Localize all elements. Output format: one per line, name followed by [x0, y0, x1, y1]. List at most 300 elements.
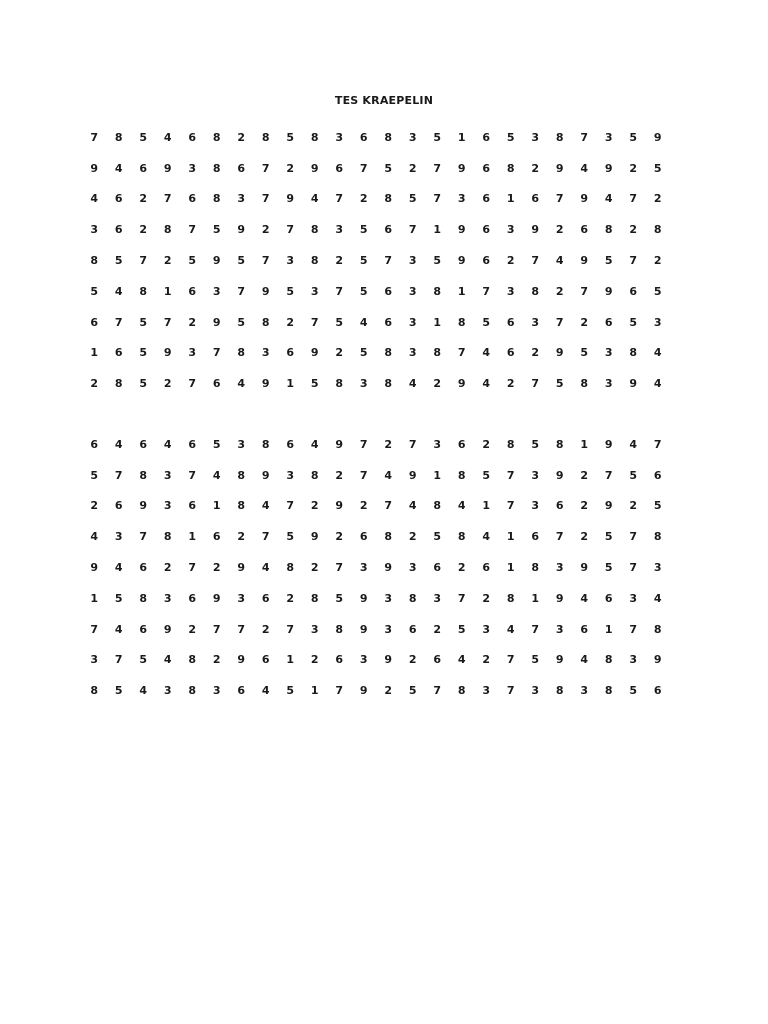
digit-cell: 6	[482, 223, 491, 237]
digit-cell: 6	[506, 315, 515, 329]
digit-cell: 4	[457, 653, 466, 667]
digit-cell: 6	[506, 346, 515, 360]
digit-cell: 7	[555, 192, 564, 206]
digit-cell: 2	[457, 561, 466, 575]
digit-cell: 5	[359, 223, 368, 237]
digit-cell: 2	[237, 530, 246, 544]
digit-cell: 5	[114, 591, 123, 605]
digit-cell: 5	[555, 377, 564, 391]
digit-cell: 6	[457, 437, 466, 451]
digit-cell: 6	[604, 591, 613, 605]
digit-cell: 6	[384, 315, 393, 329]
number-grid-block-2	[82, 429, 672, 706]
digit-cell: 4	[114, 437, 123, 451]
digit-cell: 8	[163, 530, 172, 544]
digit-cell: 6	[384, 284, 393, 298]
digit-cell: 8	[604, 653, 613, 667]
digit-cell: 5	[310, 377, 319, 391]
digit-cell: 1	[580, 437, 589, 451]
digit-cell: 7	[335, 561, 344, 575]
digit-row	[82, 583, 672, 614]
digit-cell: 7	[114, 653, 123, 667]
digit-cell: 7	[139, 254, 148, 268]
digit-cell: 4	[604, 192, 613, 206]
digit-cell: 4	[310, 192, 319, 206]
digit-cell: 8	[457, 530, 466, 544]
digit-cell: 8	[384, 377, 393, 391]
digit-cell: 2	[286, 161, 295, 175]
digit-cell: 3	[188, 346, 197, 360]
digit-cell: 2	[90, 377, 99, 391]
digit-cell: 3	[212, 684, 221, 698]
digit-cell: 3	[653, 561, 662, 575]
digit-cell: 2	[580, 499, 589, 513]
digit-cell: 4	[506, 622, 515, 636]
digit-cell: 4	[359, 315, 368, 329]
digit-cell: 2	[188, 315, 197, 329]
digit-cell: 2	[482, 653, 491, 667]
digit-cell: 8	[604, 684, 613, 698]
digit-cell: 9	[335, 499, 344, 513]
digit-cell: 2	[653, 254, 662, 268]
digit-cell: 6	[433, 653, 442, 667]
digit-cell: 7	[286, 622, 295, 636]
digit-cell: 7	[163, 192, 172, 206]
digit-cell: 9	[310, 530, 319, 544]
digit-cell: 4	[629, 437, 638, 451]
digit-cell: 5	[653, 284, 662, 298]
digit-cell: 8	[261, 130, 270, 144]
digit-cell: 5	[482, 315, 491, 329]
digit-cell: 5	[506, 130, 515, 144]
digit-cell: 7	[604, 468, 613, 482]
digit-cell: 5	[335, 591, 344, 605]
digit-cell: 9	[555, 591, 564, 605]
digit-cell: 7	[629, 192, 638, 206]
digit-row	[82, 214, 672, 245]
digit-cell: 2	[482, 591, 491, 605]
digit-cell: 6	[261, 653, 270, 667]
digit-cell: 4	[114, 284, 123, 298]
digit-cell: 5	[531, 653, 540, 667]
digit-cell: 7	[555, 530, 564, 544]
digit-cell: 7	[580, 130, 589, 144]
digit-cell: 5	[139, 130, 148, 144]
digit-row	[82, 184, 672, 215]
digit-cell: 7	[433, 684, 442, 698]
digit-cell: 8	[212, 161, 221, 175]
digit-cell: 3	[335, 223, 344, 237]
digit-cell: 3	[408, 130, 417, 144]
digit-cell: 6	[580, 622, 589, 636]
digit-cell: 8	[604, 223, 613, 237]
digit-cell: 9	[335, 437, 344, 451]
digit-row	[82, 675, 672, 706]
digit-cell: 5	[90, 468, 99, 482]
digit-row	[82, 645, 672, 676]
digit-cell: 3	[408, 254, 417, 268]
digit-cell: 9	[237, 223, 246, 237]
digit-cell: 5	[457, 622, 466, 636]
digit-row	[82, 307, 672, 338]
digit-cell: 1	[506, 530, 515, 544]
digit-cell: 8	[433, 346, 442, 360]
digit-cell: 4	[408, 499, 417, 513]
digit-cell: 6	[90, 315, 99, 329]
digit-cell: 2	[506, 377, 515, 391]
digit-cell: 3	[237, 192, 246, 206]
digit-cell: 2	[384, 684, 393, 698]
digit-cell: 9	[457, 161, 466, 175]
digit-cell: 5	[604, 561, 613, 575]
digit-cell: 1	[188, 530, 197, 544]
digit-cell: 4	[653, 591, 662, 605]
digit-cell: 4	[457, 499, 466, 513]
digit-cell: 3	[604, 346, 613, 360]
digit-cell: 7	[261, 192, 270, 206]
digit-cell: 6	[384, 223, 393, 237]
digit-cell: 5	[580, 346, 589, 360]
digit-cell: 7	[90, 622, 99, 636]
digit-cell: 6	[482, 254, 491, 268]
digit-cell: 5	[188, 254, 197, 268]
digit-cell: 3	[506, 284, 515, 298]
digit-cell: 5	[114, 254, 123, 268]
digit-cell: 9	[139, 499, 148, 513]
digit-cell: 3	[555, 622, 564, 636]
digit-cell: 8	[188, 684, 197, 698]
digit-cell: 5	[629, 684, 638, 698]
digit-cell: 5	[359, 254, 368, 268]
digit-cell: 4	[90, 530, 99, 544]
digit-cell: 4	[163, 130, 172, 144]
digit-cell: 6	[286, 346, 295, 360]
digit-cell: 2	[433, 377, 442, 391]
digit-cell: 8	[531, 561, 540, 575]
digit-cell: 8	[457, 468, 466, 482]
digit-cell: 1	[286, 653, 295, 667]
digit-cell: 8	[457, 315, 466, 329]
digit-cell: 5	[114, 684, 123, 698]
digit-cell: 9	[555, 653, 564, 667]
digit-cell: 9	[359, 591, 368, 605]
digit-cell: 7	[531, 377, 540, 391]
digit-cell: 6	[653, 468, 662, 482]
digit-cell: 8	[188, 653, 197, 667]
digit-cell: 3	[212, 284, 221, 298]
digit-cell: 3	[359, 653, 368, 667]
digit-row	[82, 614, 672, 645]
digit-cell: 4	[482, 346, 491, 360]
digit-cell: 3	[408, 561, 417, 575]
digit-cell: 1	[433, 315, 442, 329]
digit-row	[82, 153, 672, 184]
digit-cell: 3	[408, 284, 417, 298]
digit-cell: 5	[433, 130, 442, 144]
digit-cell: 4	[139, 684, 148, 698]
digit-cell: 8	[286, 561, 295, 575]
digit-cell: 3	[457, 192, 466, 206]
digit-cell: 6	[482, 161, 491, 175]
digit-cell: 8	[506, 161, 515, 175]
digit-cell: 3	[237, 437, 246, 451]
digit-cell: 6	[482, 192, 491, 206]
digit-cell: 6	[531, 192, 540, 206]
digit-cell: 2	[163, 254, 172, 268]
digit-cell: 8	[384, 346, 393, 360]
digit-cell: 1	[433, 223, 442, 237]
digit-cell: 9	[555, 468, 564, 482]
digit-cell: 8	[261, 437, 270, 451]
digit-cell: 8	[310, 130, 319, 144]
digit-cell: 2	[384, 437, 393, 451]
digit-cell: 2	[580, 468, 589, 482]
digit-cell: 2	[531, 161, 540, 175]
digit-cell: 3	[335, 130, 344, 144]
digit-cell: 3	[604, 130, 613, 144]
digit-cell: 8	[506, 591, 515, 605]
digit-cell: 8	[555, 130, 564, 144]
digit-cell: 1	[482, 499, 491, 513]
digit-cell: 9	[555, 161, 564, 175]
digit-cell: 8	[531, 284, 540, 298]
digit-cell: 7	[139, 530, 148, 544]
digit-cell: 6	[212, 530, 221, 544]
digit-cell: 3	[261, 346, 270, 360]
digit-cell: 4	[261, 561, 270, 575]
digit-cell: 5	[286, 284, 295, 298]
digit-cell: 7	[359, 161, 368, 175]
digit-cell: 1	[506, 192, 515, 206]
digit-cell: 3	[359, 377, 368, 391]
digit-cell: 6	[408, 622, 417, 636]
digit-cell: 6	[188, 591, 197, 605]
digit-cell: 3	[163, 499, 172, 513]
digit-cell: 2	[580, 530, 589, 544]
digit-cell: 2	[310, 561, 319, 575]
digit-cell: 5	[629, 315, 638, 329]
digit-cell: 8	[457, 684, 466, 698]
digit-cell: 2	[335, 530, 344, 544]
digit-cell: 2	[188, 622, 197, 636]
digit-cell: 8	[384, 530, 393, 544]
digit-cell: 6	[188, 130, 197, 144]
digit-cell: 2	[629, 161, 638, 175]
digit-cell: 9	[457, 254, 466, 268]
digit-cell: 7	[580, 284, 589, 298]
digit-cell: 7	[531, 622, 540, 636]
digit-cell: 8	[580, 377, 589, 391]
digit-cell: 7	[457, 346, 466, 360]
digit-cell: 3	[384, 622, 393, 636]
digit-cell: 8	[163, 223, 172, 237]
digit-cell: 3	[237, 591, 246, 605]
digit-cell: 3	[408, 346, 417, 360]
digit-cell: 6	[114, 499, 123, 513]
digit-cell: 9	[457, 223, 466, 237]
digit-cell: 3	[531, 315, 540, 329]
digit-cell: 1	[433, 468, 442, 482]
digit-cell: 4	[580, 653, 589, 667]
digit-cell: 1	[212, 499, 221, 513]
digit-cell: 9	[531, 223, 540, 237]
digit-cell: 7	[335, 684, 344, 698]
digit-cell: 3	[384, 591, 393, 605]
digit-cell: 3	[163, 468, 172, 482]
digit-cell: 6	[237, 684, 246, 698]
digit-cell: 9	[408, 468, 417, 482]
digit-cell: 2	[408, 161, 417, 175]
digit-cell: 4	[114, 622, 123, 636]
digit-cell: 9	[212, 315, 221, 329]
digit-cell: 5	[629, 468, 638, 482]
digit-cell: 6	[212, 377, 221, 391]
digit-cell: 2	[408, 653, 417, 667]
digit-cell: 9	[261, 468, 270, 482]
digit-cell: 9	[237, 561, 246, 575]
digit-cell: 7	[335, 192, 344, 206]
digit-cell: 2	[629, 223, 638, 237]
digit-cell: 1	[531, 591, 540, 605]
digit-cell: 6	[629, 284, 638, 298]
digit-cell: 2	[139, 223, 148, 237]
digit-cell: 2	[629, 499, 638, 513]
digit-cell: 7	[457, 591, 466, 605]
digit-row	[82, 552, 672, 583]
digit-cell: 5	[433, 530, 442, 544]
digit-cell: 2	[286, 591, 295, 605]
digit-cell: 7	[335, 284, 344, 298]
digit-cell: 5	[653, 161, 662, 175]
digit-cell: 4	[555, 254, 564, 268]
digit-cell: 8	[653, 223, 662, 237]
digit-cell: 2	[163, 377, 172, 391]
digit-cell: 7	[90, 130, 99, 144]
digit-cell: 7	[629, 254, 638, 268]
digit-cell: 8	[261, 315, 270, 329]
digit-cell: 5	[408, 192, 417, 206]
digit-cell: 6	[114, 192, 123, 206]
digit-cell: 9	[310, 161, 319, 175]
digit-cell: 3	[433, 591, 442, 605]
digit-cell: 6	[482, 561, 491, 575]
digit-cell: 3	[433, 437, 442, 451]
digit-cell: 3	[482, 622, 491, 636]
digit-cell: 2	[482, 437, 491, 451]
digit-cell: 9	[310, 346, 319, 360]
digit-cell: 7	[433, 192, 442, 206]
digit-cell: 4	[580, 161, 589, 175]
digit-row	[82, 368, 672, 399]
digit-cell: 9	[580, 254, 589, 268]
digit-cell: 8	[653, 530, 662, 544]
digit-cell: 8	[237, 499, 246, 513]
digit-cell: 5	[90, 284, 99, 298]
digit-cell: 2	[335, 346, 344, 360]
digit-row	[82, 460, 672, 491]
digit-cell: 6	[359, 530, 368, 544]
digit-cell: 5	[286, 530, 295, 544]
digit-cell: 5	[359, 284, 368, 298]
digit-cell: 9	[261, 284, 270, 298]
digit-cell: 6	[139, 622, 148, 636]
digit-cell: 6	[286, 437, 295, 451]
digit-cell: 2	[506, 254, 515, 268]
digit-cell: 9	[90, 161, 99, 175]
document-title: TES KRAEPELIN	[334, 94, 434, 107]
digit-cell: 9	[653, 653, 662, 667]
number-grid-block-1	[82, 122, 672, 399]
digit-cell: 8	[212, 130, 221, 144]
digit-cell: 6	[555, 499, 564, 513]
digit-cell: 2	[212, 653, 221, 667]
digit-cell: 6	[188, 499, 197, 513]
digit-cell: 5	[359, 346, 368, 360]
digit-cell: 3	[114, 530, 123, 544]
digit-cell: 1	[310, 684, 319, 698]
digit-cell: 3	[580, 684, 589, 698]
digit-cell: 2	[163, 561, 172, 575]
digit-cell: 7	[506, 468, 515, 482]
digit-cell: 2	[335, 254, 344, 268]
digit-cell: 2	[555, 284, 564, 298]
digit-row	[82, 122, 672, 153]
digit-cell: 3	[531, 684, 540, 698]
digit-cell: 5	[237, 254, 246, 268]
digit-cell: 2	[286, 315, 295, 329]
digit-cell: 6	[237, 161, 246, 175]
digit-cell: 7	[408, 437, 417, 451]
digit-cell: 5	[384, 161, 393, 175]
digit-cell: 5	[139, 377, 148, 391]
digit-cell: 8	[139, 591, 148, 605]
digit-cell: 9	[212, 591, 221, 605]
digit-cell: 4	[212, 468, 221, 482]
digit-cell: 8	[506, 437, 515, 451]
digit-cell: 8	[555, 437, 564, 451]
digit-cell: 7	[555, 315, 564, 329]
digit-cell: 1	[90, 346, 99, 360]
digit-cell: 9	[286, 192, 295, 206]
digit-cell: 8	[433, 284, 442, 298]
digit-cell: 4	[384, 468, 393, 482]
digit-cell: 7	[261, 161, 270, 175]
digit-cell: 4	[482, 530, 491, 544]
digit-cell: 9	[653, 130, 662, 144]
digit-cell: 7	[188, 223, 197, 237]
digit-cell: 8	[90, 254, 99, 268]
digit-cell: 9	[359, 684, 368, 698]
digit-cell: 5	[408, 684, 417, 698]
digit-cell: 4	[482, 377, 491, 391]
digit-row	[82, 245, 672, 276]
digit-cell: 2	[359, 499, 368, 513]
digit-cell: 4	[114, 161, 123, 175]
digit-cell: 7	[188, 561, 197, 575]
digit-row	[82, 276, 672, 307]
digit-cell: 3	[629, 591, 638, 605]
digit-cell: 5	[139, 346, 148, 360]
digit-cell: 2	[335, 468, 344, 482]
digit-cell: 7	[629, 530, 638, 544]
digit-cell: 6	[188, 284, 197, 298]
digit-cell: 5	[433, 254, 442, 268]
digit-cell: 8	[310, 223, 319, 237]
digit-cell: 5	[139, 315, 148, 329]
digit-cell: 7	[531, 254, 540, 268]
digit-cell: 9	[580, 561, 589, 575]
digit-cell: 3	[604, 377, 613, 391]
